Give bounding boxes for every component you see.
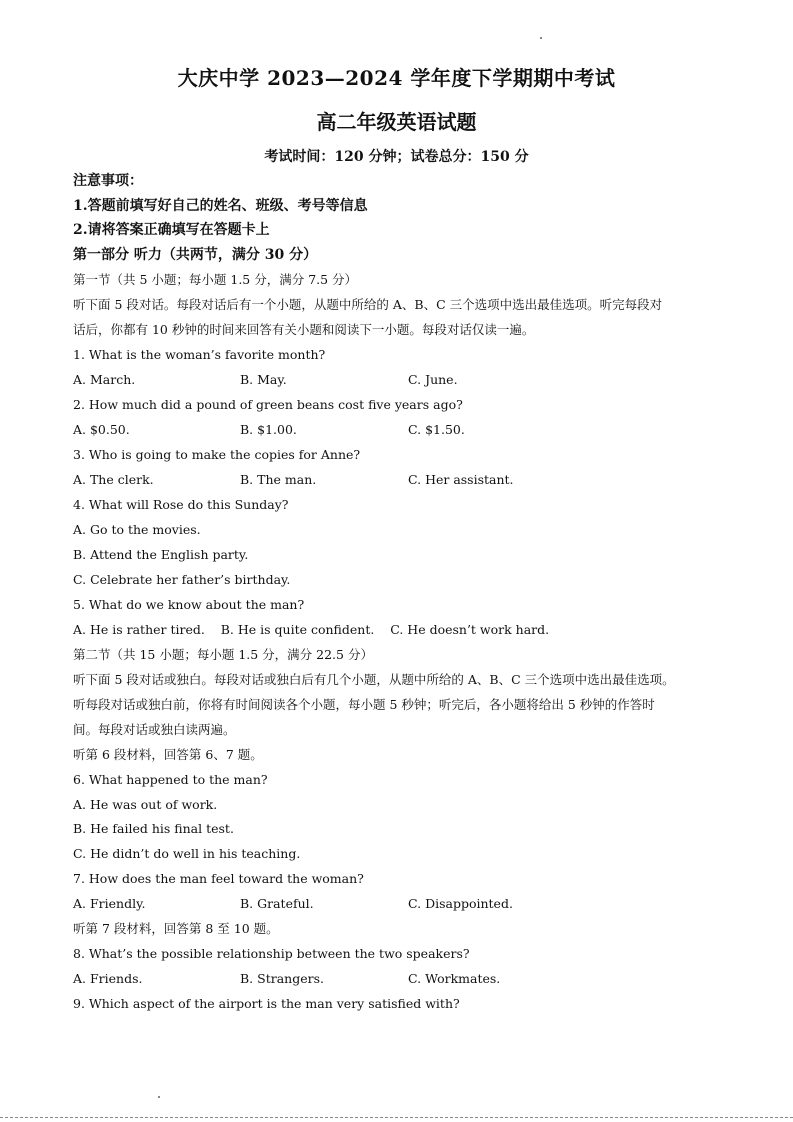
section1-instructions-line1: 听下面 5 段对话。每段对话后有一个小题，从题中所给的 A、B、C 三个选项中选出最佳选项。听完每段对 bbox=[73, 297, 663, 312]
page-mark bbox=[540, 37, 542, 39]
question-5-stem: 5. What do we know about the man? bbox=[73, 597, 305, 612]
notes-item-1: 1.答题前填写好自己的姓名、班级、考号等信息 bbox=[73, 198, 368, 214]
exam-subtitle: 高二年级英语试题 bbox=[316, 110, 477, 134]
section2-instructions-line1: 听下面 5 段对话或独白。每段对话或独白后有几个小题，从题中所给的 A、B、C 三个选项中选出最佳选项。 bbox=[73, 672, 675, 687]
material-7-heading: 听第 7 段材料，回答第 8 至 10 题。 bbox=[73, 921, 279, 936]
option-c: C. $1.50. bbox=[408, 422, 465, 437]
option-a: A. $0.50. bbox=[73, 422, 130, 437]
notes-heading: 注意事项： bbox=[73, 173, 143, 189]
page-mark bbox=[158, 1096, 160, 1098]
question-6-option-c: C. He didn’t do well in his teaching. bbox=[73, 846, 301, 861]
exam-time-info: 考试时间：120 分钟；试卷总分：150 分 bbox=[264, 149, 529, 165]
option-b: B. May. bbox=[240, 372, 287, 387]
question-1-stem: 1. What is the woman’s favorite month? bbox=[73, 347, 326, 362]
material-6-heading: 听第 6 段材料，回答第 6、7 题。 bbox=[73, 747, 263, 762]
notes-item-2: 2.请将答案正确填写在答题卡上 bbox=[73, 222, 270, 238]
option-a: A. Friendly. bbox=[73, 896, 146, 911]
question-4-stem: 4. What will Rose do this Sunday? bbox=[73, 497, 289, 512]
option-b: B. Grateful. bbox=[240, 896, 314, 911]
question-6-stem: 6. What happened to the man? bbox=[73, 772, 268, 787]
section2-heading: 第二节（共 15 小题；每小题 1.5 分，满分 22.5 分） bbox=[73, 647, 373, 662]
question-2-stem: 2. How much did a pound of green beans cost five years ago? bbox=[73, 397, 463, 412]
option-b: B. $1.00. bbox=[240, 422, 297, 437]
question-8-stem: 8. What’s the possible relationship between the two speakers? bbox=[73, 946, 470, 961]
question-4-option-c: C. Celebrate her father’s birthday. bbox=[73, 572, 291, 587]
question-6-option-a: A. He was out of work. bbox=[73, 797, 218, 812]
question-7-stem: 7. How does the man feel toward the woman? bbox=[73, 871, 364, 886]
section2-instructions-line3: 间。每段对话或独白读两遍。 bbox=[73, 722, 236, 737]
section1-heading: 第一节（共 5 小题；每小题 1.5 分，满分 7.5 分） bbox=[73, 272, 358, 287]
option-c: C. Her assistant. bbox=[408, 472, 514, 487]
question-9-stem: 9. Which aspect of the airport is the man very satisfied with? bbox=[73, 996, 460, 1011]
option-b: B. The man. bbox=[240, 472, 317, 487]
question-3-stem: 3. Who is going to make the copies for Anne? bbox=[73, 447, 361, 462]
question-6-option-b: B. He failed his final test. bbox=[73, 821, 234, 836]
option-c: C. June. bbox=[408, 372, 458, 387]
option-c: C. Workmates. bbox=[408, 971, 501, 986]
section1-instructions-line2: 话后，你都有 10 秒钟的时间来回答有关小题和阅读下一小题。每段对话仅读一遍。 bbox=[73, 322, 535, 337]
option-c: C. Disappointed. bbox=[408, 896, 513, 911]
question-4-option-b: B. Attend the English party. bbox=[73, 547, 249, 562]
section2-instructions-line2: 听每段对话或独白前，你将有时间阅读各个小题，每小题 5 秒钟；听完后，各小题将给出 5 秒钟的作答时 bbox=[73, 697, 655, 712]
question-4-option-a: A. Go to the movies. bbox=[73, 522, 201, 537]
option-a: A. The clerk. bbox=[73, 472, 154, 487]
part1-heading: 第一部分 听力（共两节，满分 30 分） bbox=[73, 247, 318, 263]
option-a: A. Friends. bbox=[73, 971, 143, 986]
question-5-options: A. He is rather tired. B. He is quite confident. C. He doesn’t work hard. bbox=[73, 622, 550, 637]
exam-title: 大庆中学 2023—2024 学年度下学期期中考试 bbox=[177, 66, 616, 90]
option-b: B. Strangers. bbox=[240, 971, 324, 986]
page-bottom-divider bbox=[0, 1117, 793, 1118]
option-a: A. March. bbox=[73, 372, 136, 387]
